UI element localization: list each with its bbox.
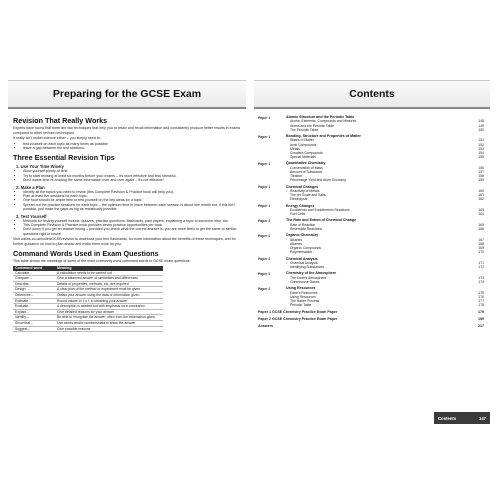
entry-title: Special Materials: [290, 155, 316, 160]
contents-entry: [286, 250, 484, 254]
contents-section: [258, 204, 484, 217]
entry-page: 155: [478, 155, 484, 160]
tip-title: 1. Use Your Time Wisely: [16, 164, 64, 170]
entry-title: Greenhouse Gases: [290, 279, 320, 284]
entry-page: 165: [478, 222, 484, 227]
section-title: Chemical Analysis: [286, 256, 318, 261]
page-number: 147: [479, 415, 486, 421]
table-cell: Obtain your answer using the data or information given: [55, 293, 163, 299]
visit-text: Visit collins.co.uk/collinsGCSErevision to download your free flashcards, for more information about the benefits of these techniques, and for further guidance on how to plan ahead and make them work for you.: [13, 237, 236, 246]
entry-title: Alkanes: [290, 237, 303, 242]
entry-page: 156: [478, 165, 484, 170]
entry-title: Organic Compounds: [290, 246, 322, 251]
table-row: [13, 326, 163, 332]
entry-title: Electrolysis: [290, 197, 308, 202]
table-cell: A clear plan of the method or experiment must be given: [55, 287, 163, 293]
entry-page: 157: [478, 170, 484, 175]
entry-page: 160: [478, 189, 484, 194]
table-cell: Describe...: [13, 281, 55, 287]
entry-page: 176: [478, 294, 484, 299]
tip-bullet: • Identify all the topics you need to revise (this Complete Revision & Practice book will help you).: [23, 190, 241, 194]
entry-page: 175: [478, 290, 484, 295]
tip-bullet: • This Complete Revision & Practice book provides seven practice opportunities per topic.: [23, 223, 241, 227]
tab-label: Contents: [438, 415, 457, 421]
tip-title: 2. Make a Plan: [16, 184, 45, 190]
contents-section: [258, 161, 484, 182]
entry-page: 153: [478, 146, 484, 151]
revision-note: It really isn't rocket science either – you simply need to:: [13, 136, 101, 140]
section-title: Atomic Structure and the Periodic Table: [286, 115, 355, 119]
table-cell: Determine...: [13, 293, 55, 299]
entry-page: 168: [478, 241, 484, 246]
contents-entry: [286, 280, 484, 284]
tip-bullets: [13, 190, 241, 212]
entry-title: Titration: [290, 174, 303, 179]
entry-title: Fuel Cells: [290, 212, 306, 217]
entry-title: States of Matter: [290, 138, 314, 143]
entry-page: 172: [478, 265, 484, 270]
tip-bullet: • Don't waste time re-reading the same information over and over again – it's not effective!: [23, 178, 241, 182]
tip-bullet: • Try to start revising at least six months before your exams – it's more effective and less stressful.: [23, 174, 241, 178]
contents-section: [258, 185, 484, 202]
revision-heading: Revision That Really Works: [13, 116, 108, 125]
table-cell: Use words and/or numbers/data to show the answer: [55, 321, 163, 327]
section-title: Using Resources: [286, 286, 316, 291]
entry-page: 171: [478, 260, 484, 265]
paper-entry-page: 217: [478, 324, 484, 329]
revision-bullets: [13, 142, 241, 151]
paper-label: Paper 2: [258, 233, 271, 238]
paper-label: Paper 1: [258, 161, 271, 166]
table-cell: A calculation needs to be carried out: [55, 271, 163, 276]
contents-paper-entry: [258, 324, 484, 328]
section-title: Quantitative Chemistry: [286, 161, 326, 166]
entry-title: Earth's Resources: [290, 290, 318, 295]
right-page: [254, 80, 490, 452]
contents-section: [258, 134, 484, 159]
entry-page: 152: [478, 142, 484, 147]
contents-entry: [286, 265, 484, 269]
entry-title: Periodic Table: [290, 303, 312, 308]
entry-title: Atoms, Elements, Compounds and Mixtures: [290, 119, 357, 124]
contents-section: [258, 257, 484, 270]
entry-page: 169: [478, 246, 484, 251]
table-cell: Show that...: [13, 321, 55, 327]
contents-entry: [286, 155, 484, 159]
table-cell: Explain...: [13, 309, 55, 315]
contents-title: Contents: [254, 80, 490, 109]
entry-page: 170: [478, 250, 484, 255]
entry-title: Reversible Reactions: [290, 227, 323, 232]
contents-entry: [286, 197, 484, 201]
entry-page: 158: [478, 174, 484, 179]
contents-section: [258, 286, 484, 307]
table-cell: Be able to recognise the answer, often from the information given: [55, 315, 163, 321]
entry-title: Atoms and the Periodic Table: [290, 123, 335, 128]
entry-page: 148: [478, 119, 484, 124]
entry-page: 166: [478, 227, 484, 232]
entry-title: Ionic Compounds: [290, 142, 317, 147]
entry-page: 161: [478, 193, 484, 198]
table-header: Command word: [13, 266, 55, 271]
entry-page: 164: [478, 212, 484, 217]
paper-label: Paper 1: [258, 134, 271, 139]
section-title: Organic Chemistry: [286, 233, 319, 238]
contents-entry: [286, 128, 484, 132]
section-title: Chemistry of the Atmosphere: [286, 271, 337, 276]
section-title: Chemical Changes: [286, 184, 319, 189]
tip-bullet: • One hour should be ample time to test yourself on the key ideas for a topic.: [23, 198, 241, 202]
contents-section: [258, 271, 484, 284]
revision-bullet: • test yourself on each topic as many times as possible: [23, 142, 241, 146]
entry-title: Identifying Substances: [290, 265, 325, 270]
entry-page: 167: [478, 237, 484, 242]
paper-entry-title: Answers: [258, 324, 273, 329]
section-title: Energy Changes: [286, 203, 315, 208]
left-page-title: Preparing for the GCSE Exam: [8, 80, 246, 109]
entry-page: 150: [478, 127, 484, 132]
entry-page: 162: [478, 197, 484, 202]
entry-title: Alkenes: [290, 241, 303, 246]
table-cell: Details of properties, methods, etc. are required: [55, 281, 163, 287]
paper-entry-title: Paper 1 GCSE Chemistry Practice Exam Paper: [258, 310, 338, 315]
entry-page: 177: [478, 298, 484, 303]
paper-label: Paper 1: [258, 115, 271, 120]
page-tab: [434, 412, 490, 424]
entry-title: Exothermic and Endothermic Reactions: [290, 208, 350, 213]
entry-page: 159: [478, 178, 484, 183]
entry-page: 151: [478, 138, 484, 143]
entry-title: The Earth's Atmosphere: [290, 275, 327, 280]
tip-title: 3. Test Yourself: [16, 213, 47, 219]
tip-bullet: • Allow yourself plenty of time.: [23, 169, 241, 173]
contents-entry: [286, 178, 484, 182]
revision-intro: Experts have found that there are two techniques that help you to retain and recall information and consistently produce better results in exams compared to other revision techniques.: [13, 126, 241, 135]
tip-bullet: • Plan at least five sessions for each topic.: [23, 194, 241, 198]
entry-title: Amount of Substance: [290, 170, 323, 175]
table-cell: Estimate...: [13, 298, 55, 304]
tip-bullets: [13, 219, 241, 237]
table-cell: Suggest...: [13, 326, 55, 332]
paper-entry-title: Paper 2 GCSE Chemistry Practice Exam Paper: [258, 317, 338, 322]
table-cell: Calculate...: [13, 271, 55, 276]
tip-bullets: [13, 169, 241, 182]
entry-page: 149: [478, 123, 484, 128]
tip-bullet: • Don't worry if you get an answer wrong – provided you check what the correct answer is, you are more likely to get the same or similar questions right in future!: [23, 227, 241, 236]
table-cell: Evaluate...: [13, 304, 55, 310]
entry-page: 178: [478, 303, 484, 308]
entry-page: 154: [478, 151, 484, 156]
command-words-table: [13, 266, 163, 333]
entry-title: Metals: [290, 146, 300, 151]
entry-title: Polymerisation: [290, 250, 313, 255]
table-cell: Give detailed reasons for your answer: [55, 309, 163, 315]
tip-bullet: • Methods for testing yourself include: quizzes, practice questions, flashcards, past papers, explaining a topic to someone else, etc.: [23, 219, 241, 223]
tips-heading: Three Essential Revision Tips: [13, 153, 115, 163]
contents-section: [258, 115, 484, 132]
entry-title: The Haber Process: [290, 298, 320, 303]
contents-entry: [286, 227, 484, 231]
entry-title: Percentage Yield and Atom Economy: [290, 178, 346, 183]
contents-paper-entry: [258, 310, 484, 314]
entry-title: Chemical Analysis: [290, 260, 318, 265]
entry-title: Rate of Reaction: [290, 222, 316, 227]
paper-label: Paper 2: [258, 286, 271, 291]
contents-section: [258, 233, 484, 254]
entry-page: 163: [478, 208, 484, 213]
paper-entry-page: 179: [478, 310, 484, 315]
section-title: Bonding, Structure and Properties of Matter: [286, 134, 361, 139]
paper-label: Paper 2: [258, 257, 271, 262]
table-cell: Give a balanced answer of similarities and differences: [55, 276, 163, 282]
entry-page: 173: [478, 275, 484, 280]
table-cell: Round values to 1 s.f. in obtaining your answer: [55, 298, 163, 304]
entry-title: Reactivity of Metals: [290, 189, 320, 194]
contents-section: [258, 218, 484, 231]
table-cell: Give possible reasons: [55, 326, 163, 332]
revision-bullet: • leave a gap between the test sessions.: [23, 146, 241, 150]
contents-paper-entry: [258, 317, 484, 321]
table-cell: Design ...: [13, 287, 55, 293]
table-cell: A description is needed but with emphasis on a conclusion: [55, 304, 163, 310]
section-title: The Rate and Extent of Chemical Change: [286, 218, 357, 223]
paper-entry-page: 199: [478, 317, 484, 322]
tip-bullet: • Spread out the practice sessions for each topic – the optimum time to leave between each session is about one month but, if this isn't possible, just make the gaps as big as realistically possible.: [23, 203, 241, 212]
left-page: [8, 80, 246, 452]
entry-title: The Periodic Table: [290, 127, 319, 132]
contents-list: [254, 109, 490, 328]
command-heading: Command Words Used in Exam Questions: [13, 249, 159, 259]
table-cell: Identify...: [13, 315, 55, 321]
paper-label: Paper 1: [258, 185, 271, 190]
entry-title: The pH Scale and Salts: [290, 193, 326, 198]
contents-entry: [286, 212, 484, 216]
table-cell: Compare...: [13, 276, 55, 282]
paper-label: Paper 2: [258, 218, 271, 223]
command-intro: This table shows the meanings of some of the most commonly used command words in GCSE exam questions.: [13, 259, 191, 264]
entry-title: Covalent Compounds: [290, 151, 323, 156]
entry-title: Conservation of Mass: [290, 165, 323, 170]
paper-label: Paper 1: [258, 204, 271, 209]
paper-label: Paper 2: [258, 271, 271, 276]
table-header: Meaning: [55, 266, 163, 271]
entry-page: 174: [478, 279, 484, 284]
entry-title: Using Resources: [290, 294, 316, 299]
contents-entry: [286, 303, 484, 307]
